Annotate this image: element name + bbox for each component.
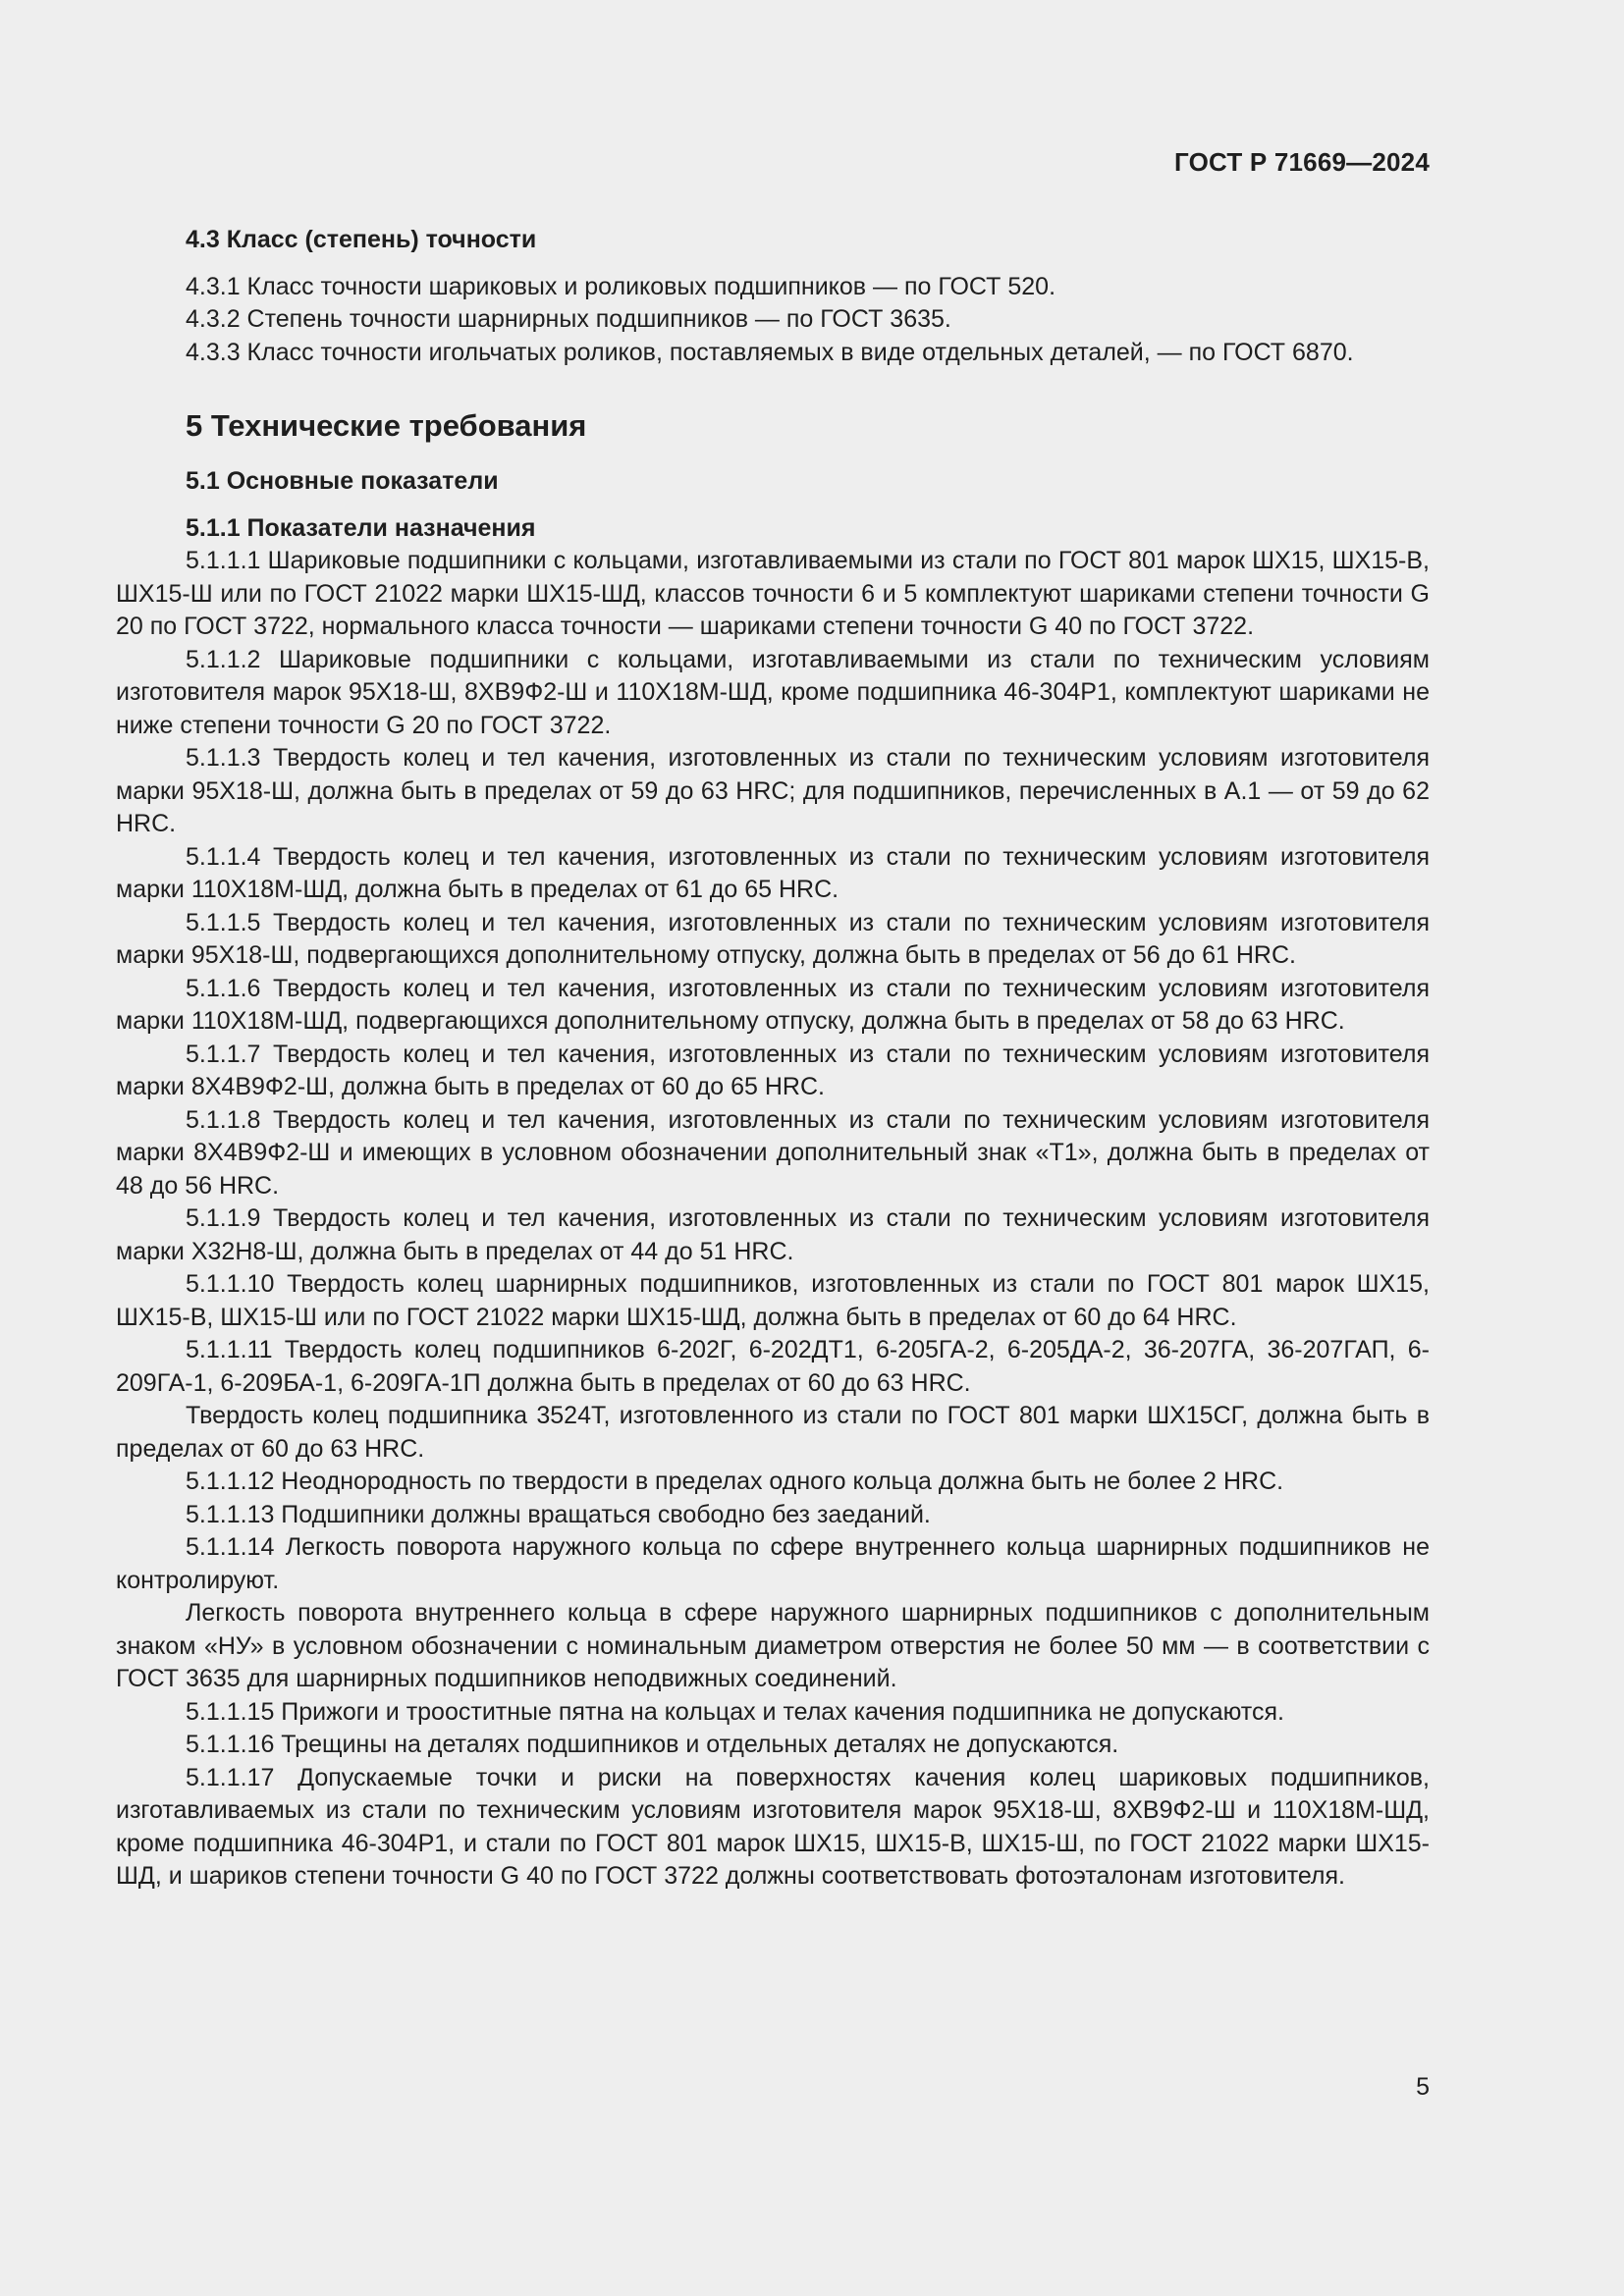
document-header: ГОСТ Р 71669—2024 [1174,147,1430,177]
paragraph-5-1-1-6: 5.1.1.6 Твердость колец и тел качения, изготовленных из стали по техническим условиям изготовителя марки 110Х18М-ШД, подвергающихся дополнительному отпуску, должна быть в пределах от 58 до 63 HRC. [116,974,1430,1035]
paragraph-5-1-1-4: 5.1.1.4 Твердость колец и тел качения, изготовленных из стали по техническим условиям изготовителя марки 110Х18М-ШД, должна быть в пределах от 61 до 65 HRC. [116,842,1430,903]
paragraph-5-1-1-5: 5.1.1.5 Твердость колец и тел качения, изготовленных из стали по техническим условиям изготовителя марки 95Х18-Ш, подвергающихся дополнительному отпуску, должна быть в пределах от 56 до 61 HRC. [116,908,1430,969]
section-heading-5: 5 Технические требования [186,408,587,443]
paragraph-5-1-1-12: 5.1.1.12 Неоднородность по твердости в пределах одного кольца должна быть не более 2 HRC. [186,1468,1284,1495]
paragraph-5-1-1-2: 5.1.1.2 Шариковые подшипники с кольцами, изготавливаемыми из стали по техническим условиям изготовителя марок 95Х18-Ш, 8ХВ9Ф2-Ш и 110Х18М-ШД, кроме подшипника 46-304Р1, комплектуют шариками не ниже степени точности G 20 по ГОСТ 3722. [116,645,1430,739]
paragraph-5-1-1-7: 5.1.1.7 Твердость колец и тел качения, изготовленных из стали по техническим условиям изготовителя марки 8Х4В9Ф2-Ш, должна быть в пределах от 60 до 65 HRC. [116,1040,1430,1100]
document-page [116,0,1430,2296]
section-heading-5-1: 5.1 Основные показатели [186,467,499,495]
paragraph-5-1-1-1: 5.1.1.1 Шариковые подшипники с кольцами, изготавливаемыми из стали по ГОСТ 801 марок ШХ15, ШХ15-В, ШХ15-Ш или по ГОСТ 21022 марки ШХ15-ШД, классов точности 6 и 5 комплектуют шариками степени точности G 20 по ГОСТ 3722, нормального класса точности — шариками степени точности G 40 по ГОСТ 3722. [116,547,1430,640]
paragraph-4-3-1: 4.3.1 Класс точности шариковых и роликовых подшипников — по ГОСТ 520. [186,272,1056,300]
section-heading-5-1-1: 5.1.1 Показатели назначения [186,513,536,542]
paragraph-5-1-1-14: 5.1.1.14 Легкость поворота наружного кольца по сфере внутреннего кольца шарнирных подшипников не контролируют. [116,1533,1430,1594]
paragraph-5-1-1-10: 5.1.1.10 Твердость колец шарнирных подшипников, изготовленных из стали по ГОСТ 801 марок ШХ15, ШХ15-В, ШХ15-Ш или по ГОСТ 21022 марки ШХ15-ШД, должна быть в пределах от 60 до 64 HRC. [116,1270,1430,1331]
paragraph-5-1-1-17: 5.1.1.17 Допускаемые точки и риски на поверхностях качения колец шариковых подшипников, изготавливаемых из стали по техническим условиям изготовителя марок 95Х18-Ш, 8ХВ9Ф2-Ш и 110Х18М-ШД, кроме подшипника 46-304Р1, и стали по ГОСТ 801 марок ШХ15, ШХ15-В, ШХ15-Ш, по ГОСТ 21022 марки ШХ15-ШД, и шариков степени точности G 40 по ГОСТ 3722 должны соответствовать фотоэталонам изготовителя. [116,1763,1430,1890]
paragraph-5-1-1-11-cont: Твердость колец подшипника 3524Т, изготовленного из стали по ГОСТ 801 марки ШХ15СГ, должна быть в пределах от 60 до 63 HRC. [116,1402,1430,1463]
page-number: 5 [1416,2073,1430,2101]
paragraph-4-3-2: 4.3.2 Степень точности шарнирных подшипников — по ГОСТ 3635. [186,305,951,333]
paragraph-5-1-1-11: 5.1.1.11 Твердость колец подшипников 6-202Г, 6-202ДТ1, 6-205ГА-2, 6-205ДА-2, 36-207ГА, 36-207ГАП, 6-209ГА-1, 6-209БА-1, 6-209ГА-1П должна быть в пределах от 60 до 63 HRC. [116,1336,1430,1397]
section-heading-4-3: 4.3 Класс (степень) точности [186,226,537,253]
paragraph-5-1-1-13: 5.1.1.13 Подшипники должны вращаться свободно без заеданий. [186,1500,931,1528]
paragraph-5-1-1-15: 5.1.1.15 Прижоги и трооститные пятна на кольцах и телах качения подшипника не допускаются. [186,1697,1284,1726]
paragraph-5-1-1-14-cont: Легкость поворота внутреннего кольца в сфере наружного шарнирных подшипников с дополнительным знаком «НУ» в условном обозначении с номинальным диаметром отверстия не более 50 мм — в соответствии с ГОСТ 3635 для шарнирных подшипников неподвижных соединений. [116,1599,1430,1692]
paragraph-5-1-1-16: 5.1.1.16 Трещины на деталях подшипников и отдельных деталях не допускаются. [186,1731,1119,1758]
paragraph-4-3-3: 4.3.3 Класс точности игольчатых роликов, поставляемых в виде отдельных деталей, — по ГОСТ 6870. [186,338,1354,366]
document-body [116,224,1430,1894]
paragraph-5-1-1-3: 5.1.1.3 Твердость колец и тел качения, изготовленных из стали по техническим условиям изготовителя марки 95Х18-Ш, должна быть в пределах от 59 до 63 HRC; для подшипников, перечисленных в А.1 — от 59 до 62 HRC. [116,744,1430,837]
paragraph-5-1-1-8: 5.1.1.8 Твердость колец и тел качения, изготовленных из стали по техническим условиям изготовителя марки 8Х4В9Ф2-Ш и имеющих в условном обозначении дополнительный знак «Т1», должна быть в пределах от 48 до 56 HRC. [116,1105,1430,1200]
paragraph-5-1-1-9: 5.1.1.9 Твердость колец и тел качения, изготовленных из стали по техническим условиям изготовителя марки Х32Н8-Ш, должна быть в пределах от 44 до 51 HRC. [116,1204,1430,1265]
